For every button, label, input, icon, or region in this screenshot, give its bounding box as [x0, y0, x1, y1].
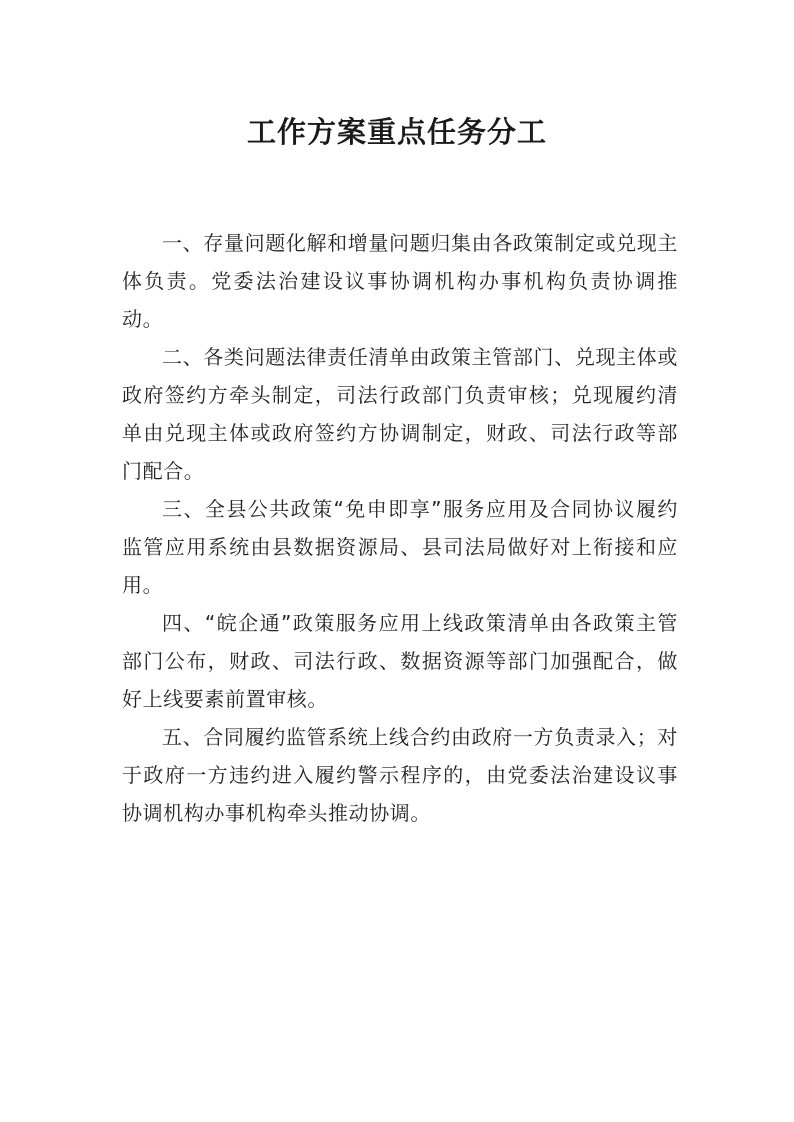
paragraph-3: 三、全县公共政策“免申即享”服务应用及合同协议履约监管应用系统由县数据资源局、县司法局做好对上衔接和应用。: [122, 497, 678, 597]
document-title: 工作方案重点任务分工: [246, 115, 547, 149]
document-body: [122, 224, 678, 832]
paragraph-4: 四、“皖企通”政策服务应用上线政策清单由各政策主管部门公布，财政、司法行政、数据资源等部门加强配合，做好上线要素前置审核。: [122, 611, 678, 711]
paragraph-1: 一、存量问题化解和增量问题归集由各政策制定或兑现主体负责。党委法治建设议事协调机构办事机构负责协调推动。: [122, 231, 678, 331]
paragraph-2: 二、各类问题法律责任清单由政策主管部门、兑现主体或政府签约方牵头制定，司法行政部门负责审核；兑现履约清单由兑现主体或政府签约方协调制定，财政、司法行政等部门配合。: [122, 345, 678, 483]
paragraph-5: 五、合同履约监管系统上线合约由政府一方负责录入；对于政府一方违约进入履约警示程序的，由党委法治建设议事协调机构办事机构牵头推动协调。: [122, 725, 678, 825]
